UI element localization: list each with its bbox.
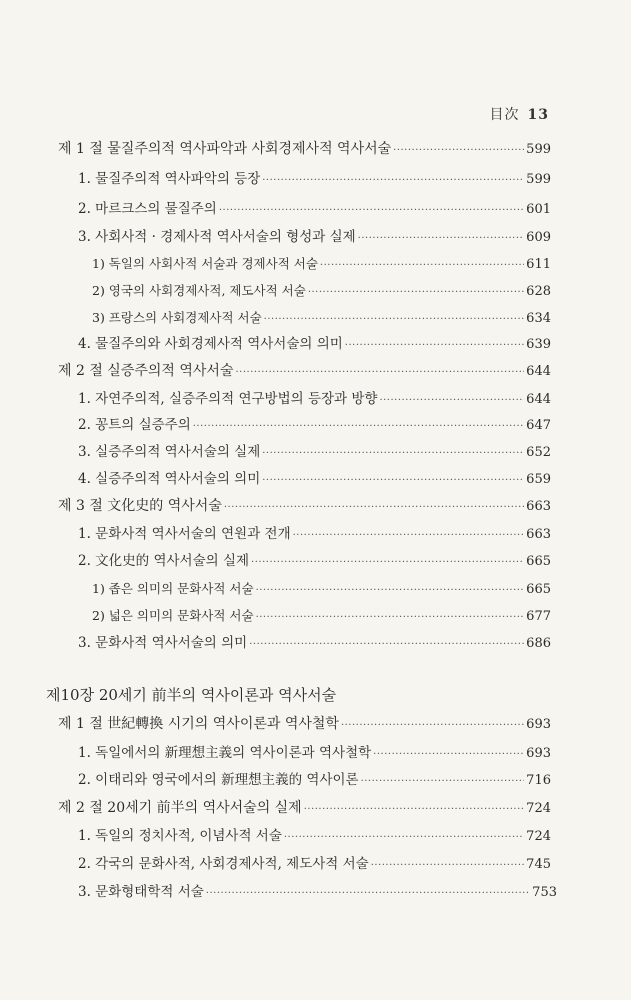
toc-entry-title: 1. 자연주의적, 실증주의적 연구방법의 등장과 방향	[78, 391, 378, 407]
toc-entry	[78, 470, 551, 490]
toc-entry	[78, 525, 551, 545]
toc-entry-page: 609	[526, 230, 551, 245]
toc-entry-page: 634	[526, 311, 551, 326]
leader-dots	[358, 230, 525, 248]
leader-dots	[262, 472, 524, 490]
toc-entry-page: 724	[526, 801, 551, 816]
toc-entry-title: 2. 꽁트의 실증주의	[78, 417, 191, 433]
leader-dots	[262, 445, 524, 463]
toc-entry-subsection	[92, 309, 551, 329]
toc-entry-section	[58, 497, 551, 517]
leader-dots	[371, 857, 524, 875]
toc-entry-title: 3) 프랑스의 사회경제사적 서술	[92, 310, 262, 325]
toc-entry-page: 716	[526, 773, 551, 788]
toc-entry-title: 제10장 20세기 前半의 역사이론과 역사서술	[46, 686, 337, 704]
toc-entry-title: 1) 좁은 의미의 문화사적 서술	[92, 581, 254, 596]
toc-entry	[78, 170, 551, 190]
toc-entry-page: 639	[526, 337, 551, 352]
toc-entry	[78, 634, 551, 654]
toc-entry-page: 663	[526, 527, 551, 542]
toc-entry-section	[58, 799, 551, 819]
toc-entry-section	[58, 715, 551, 735]
toc-entry-title: 2. 마르크스의 물질주의	[78, 201, 217, 217]
toc-entry	[78, 200, 551, 220]
leader-dots	[361, 773, 525, 791]
toc-entry-page: 686	[526, 636, 551, 651]
toc-entry-title: 2. 이태리와 영국에서의 新理想主義的 역사이론	[78, 772, 359, 788]
toc-entry-page: 628	[526, 284, 551, 299]
toc-entry-page: 745	[526, 857, 551, 872]
leader-dots	[224, 499, 524, 517]
toc-entry-page: 693	[526, 746, 551, 761]
toc-entry-title: 제 3 절 文化史的 역사서술	[58, 498, 222, 514]
leader-dots	[219, 202, 524, 220]
page-number: 13	[527, 107, 549, 123]
toc-entry	[78, 416, 551, 436]
leader-dots	[235, 364, 524, 382]
leader-dots	[262, 172, 524, 190]
toc-entry-page: 644	[526, 392, 551, 407]
toc-entry-page: 693	[526, 717, 551, 732]
toc-entry-title: 4. 실증주의적 역사서술의 의미	[78, 471, 261, 487]
toc-entry-page: 677	[526, 609, 551, 624]
toc-entry-page: 611	[526, 257, 551, 272]
toc-entry-subsection	[92, 255, 551, 275]
toc-entry-page: 724	[526, 829, 551, 844]
toc-entry-page: 599	[526, 142, 551, 157]
leader-dots	[256, 582, 525, 600]
toc-entry-page: 647	[526, 418, 551, 433]
leader-dots	[251, 554, 524, 572]
leader-dots	[206, 885, 530, 903]
toc-entry-title: 2) 넓은 의미의 문화사적 서술	[92, 608, 254, 623]
toc-entry-subsection	[92, 580, 551, 600]
toc-entry	[78, 771, 551, 791]
toc-entry-subsection	[92, 607, 551, 627]
toc-entry-title: 제 2 절 20세기 前半의 역사서술의 실제	[58, 800, 302, 816]
toc-entry-page: 659	[526, 472, 551, 487]
toc-entry-title: 제 1 절 世紀轉換 시기의 역사이론과 역사철학	[58, 716, 339, 732]
toc-entry-title: 3. 문화형태학적 서술	[78, 884, 204, 900]
toc-entry-title: 제 1 절 물질주의적 역사파악과 사회경제사적 역사서술	[58, 141, 392, 157]
leader-dots	[193, 418, 524, 436]
toc-entry-title: 3. 문화사적 역사서술의 의미	[78, 635, 248, 651]
toc-entry-title: 1. 문화사적 역사서술의 연원과 전개	[78, 526, 291, 542]
toc-entry	[78, 335, 551, 355]
leader-dots	[249, 636, 524, 654]
toc-entry-page: 601	[526, 202, 551, 217]
toc-entry-chapter	[46, 686, 551, 704]
toc-entry	[78, 552, 551, 572]
toc-entry-page: 753	[532, 885, 557, 900]
leader-dots	[256, 609, 525, 627]
toc-entry-title: 4. 물질주의와 사회경제사적 역사서술의 의미	[78, 336, 343, 352]
toc-entry	[78, 443, 551, 463]
leader-dots	[379, 392, 524, 410]
toc-entry	[78, 883, 557, 903]
toc-entry-page: 665	[526, 582, 551, 597]
leader-dots	[341, 717, 524, 735]
toc-entry	[78, 228, 551, 248]
toc-entry-title: 1. 독일에서의 新理想主義의 역사이론과 역사철학	[78, 745, 372, 761]
toc-entry-title: 제 2 절 실증주의적 역사서술	[58, 363, 234, 379]
toc-entry	[78, 855, 551, 875]
toc-entry-title: 1. 물질주의적 역사파악의 등장	[78, 171, 261, 187]
toc-entry	[78, 390, 551, 410]
leader-dots	[345, 337, 524, 355]
toc-entry-title: 2) 영국의 사회경제사적, 제도사적 서술	[92, 283, 306, 298]
toc-entry-title: 3. 사회사적 · 경제사적 역사서술의 형성과 실제	[78, 229, 356, 245]
toc-entry-title: 2. 각국의 문화사적, 사회경제사적, 제도사적 서술	[78, 856, 369, 872]
toc-entry-page: 665	[526, 554, 551, 569]
leader-dots	[304, 801, 524, 819]
toc-entry-title: 3. 실증주의적 역사서술의 실제	[78, 444, 261, 460]
leader-dots	[373, 746, 524, 764]
leader-dots	[264, 311, 525, 329]
leader-dots	[320, 257, 524, 275]
toc-entry-subsection	[92, 282, 551, 302]
toc-entry-page: 663	[526, 499, 551, 514]
toc-entry	[78, 744, 551, 764]
header-title: 目次	[489, 107, 520, 123]
toc-entry-section	[58, 362, 551, 382]
leader-dots	[284, 829, 524, 847]
leader-dots	[293, 527, 525, 545]
toc-entry-title: 1. 독일의 정치사적, 이념사적 서술	[78, 828, 282, 844]
toc-entry-title: 1) 독일의 사회사적 서술과 경제사적 서술	[92, 256, 318, 271]
toc-entry-title: 2. 文化史的 역사서술의 실제	[78, 553, 250, 569]
toc-entry-page: 652	[526, 445, 551, 460]
leader-dots	[308, 284, 524, 302]
toc-entry	[78, 827, 551, 847]
leader-dots	[393, 142, 524, 160]
toc-entry-page: 644	[526, 364, 551, 379]
toc-entry-page: 599	[526, 172, 551, 187]
toc-entry-section	[58, 140, 551, 160]
